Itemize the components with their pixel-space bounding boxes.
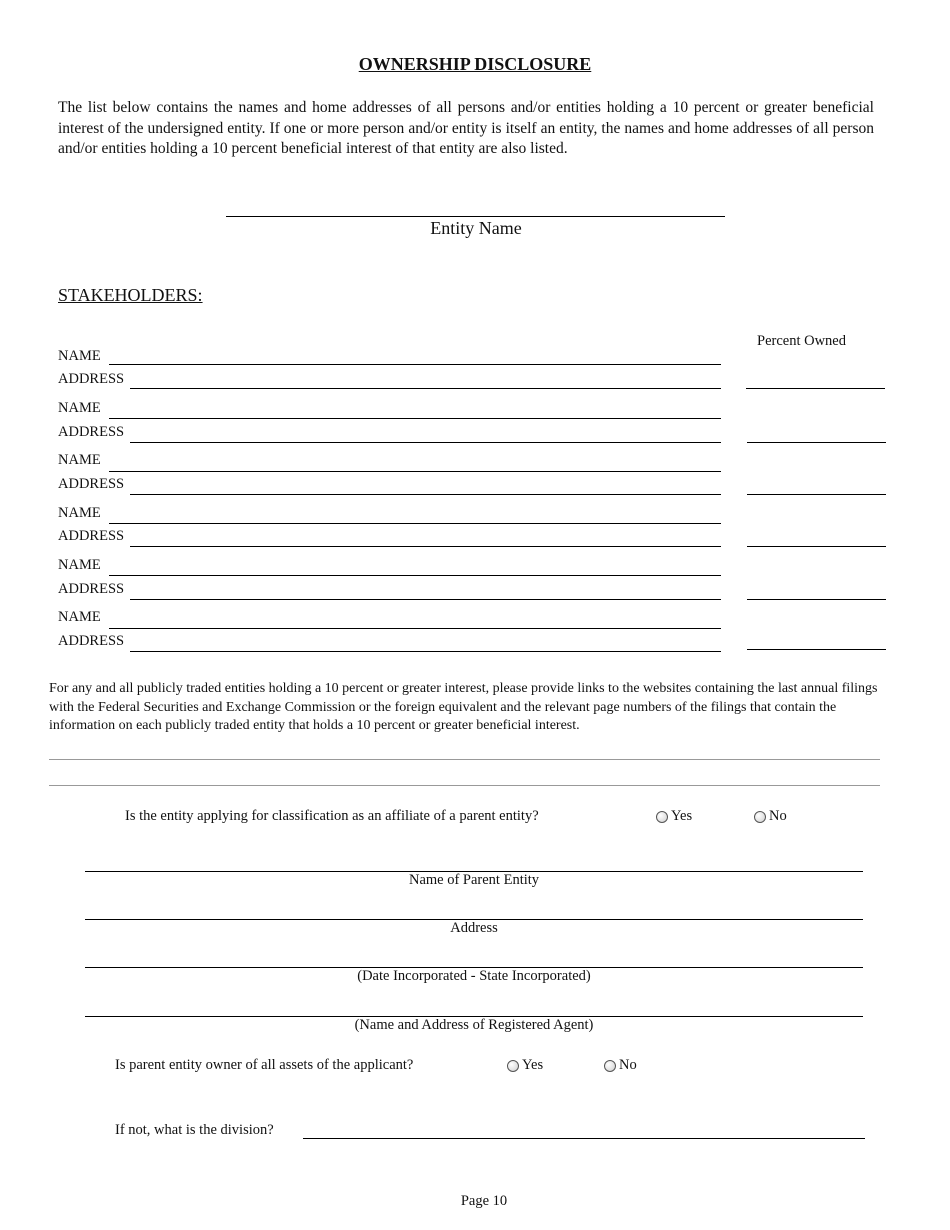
public-entities-instructions: For any and all publicly traded entities holding a 10 percent or greater interest, please provide links to the websites containing the last annual filings with the Federal Securities and Exchange Commission or the foreign equivalent and the relevant page numbers of the filings that contain the information on each publicly traded entity that holds a 10 percent or greater beneficial interest.	[49, 681, 878, 733]
radio-icon[interactable]	[656, 811, 668, 823]
affiliate-question: Is the entity applying for classification as an affiliate of a parent entity?	[125, 808, 539, 824]
stakeholder-name-label: NAME	[58, 400, 101, 416]
public-entities-link-field[interactable]	[49, 759, 880, 760]
stakeholder-address-field[interactable]	[130, 388, 721, 389]
entity-name-field[interactable]	[226, 216, 725, 217]
assets-question: Is parent entity owner of all assets of the applicant?	[115, 1057, 414, 1073]
stakeholder-percent-field[interactable]	[746, 388, 885, 389]
stakeholder-name-field[interactable]	[109, 628, 721, 629]
percent-owned-header: Percent Owned	[757, 333, 846, 349]
stakeholders-heading: STAKEHOLDERS:	[58, 285, 203, 305]
stakeholder-address-field[interactable]	[130, 546, 721, 547]
stakeholder-name-field[interactable]	[109, 471, 721, 472]
parent-agent-caption: (Name and Address of Registered Agent)	[354, 1017, 594, 1033]
stakeholder-name-field[interactable]	[109, 523, 721, 524]
parent-name-caption: Name of Parent Entity	[408, 872, 540, 888]
stakeholder-address-label: ADDRESS	[58, 371, 125, 387]
stakeholder-address-field[interactable]	[130, 442, 721, 443]
stakeholder-percent-field[interactable]	[747, 494, 886, 495]
stakeholder-address-field[interactable]	[130, 494, 721, 495]
stakeholder-percent-field[interactable]	[747, 599, 886, 600]
stakeholder-percent-field[interactable]	[747, 442, 886, 443]
affiliate-yes-label: Yes	[671, 808, 693, 824]
stakeholder-address-label: ADDRESS	[58, 528, 125, 544]
assets-yes-label: Yes	[522, 1057, 544, 1073]
assets-no-label: No	[619, 1057, 637, 1073]
entity-name-caption: Entity Name	[430, 218, 522, 238]
affiliate-no-option[interactable]	[754, 808, 787, 825]
stakeholder-name-label: NAME	[58, 452, 101, 468]
stakeholder-address-field[interactable]	[130, 599, 721, 600]
stakeholder-name-label: NAME	[58, 505, 101, 521]
page-number: Page 10	[460, 1193, 508, 1209]
stakeholder-name-label: NAME	[58, 557, 101, 573]
stakeholder-address-field[interactable]	[130, 651, 721, 652]
assets-yes-option[interactable]	[507, 1057, 543, 1074]
parent-date-state-caption: (Date Incorporated - State Incorporated)	[357, 968, 591, 984]
stakeholder-address-label: ADDRESS	[58, 476, 125, 492]
affiliate-no-label: No	[769, 808, 787, 824]
stakeholder-name-field[interactable]	[109, 418, 721, 419]
public-entities-link-field[interactable]	[49, 785, 880, 786]
radio-icon[interactable]	[507, 1060, 519, 1072]
division-question: If not, what is the division?	[115, 1122, 274, 1138]
stakeholder-name-label: NAME	[58, 348, 101, 364]
stakeholder-name-field[interactable]	[109, 364, 721, 365]
parent-address-caption: Address	[450, 920, 498, 936]
radio-icon[interactable]	[604, 1060, 616, 1072]
stakeholder-name-label: NAME	[58, 609, 101, 625]
division-field[interactable]	[303, 1138, 865, 1139]
radio-icon[interactable]	[754, 811, 766, 823]
affiliate-yes-option[interactable]	[656, 808, 692, 825]
stakeholder-percent-field[interactable]	[747, 649, 886, 650]
page-title: OWNERSHIP DISCLOSURE	[358, 54, 592, 74]
assets-no-option[interactable]	[604, 1057, 637, 1074]
intro-paragraph: The list below contains the names and home addresses of all persons and/or entities holding a 10 percent or greater beneficial interest of the undersigned entity. If one or more person and/or entity is itself an entity, the names and home addresses of all person and/or entities holding a 10 percent beneficial interest of that entity are also listed.	[58, 99, 874, 157]
stakeholder-address-label: ADDRESS	[58, 424, 125, 440]
stakeholder-address-label: ADDRESS	[58, 581, 125, 597]
stakeholder-percent-field[interactable]	[747, 546, 886, 547]
stakeholder-address-label: ADDRESS	[58, 633, 125, 649]
stakeholder-name-field[interactable]	[109, 575, 721, 576]
